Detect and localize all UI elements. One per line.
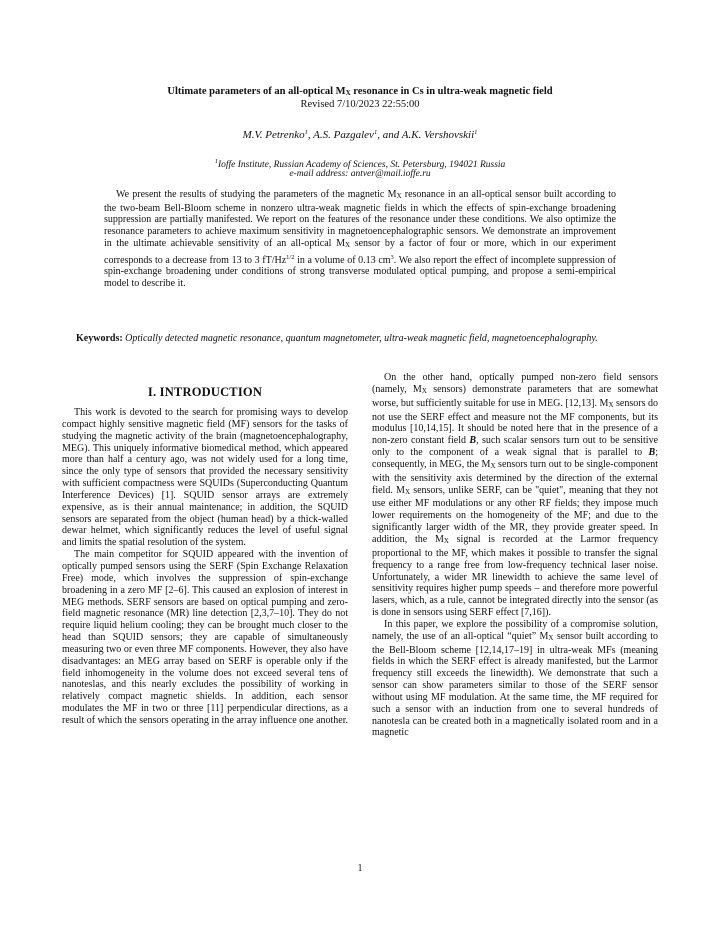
keywords-text: Optically detected magnetic resonance, quantum magnetometer, ultra-weak magnetic field, magnetoencephalography. [122, 333, 598, 344]
page-number: 1 [357, 863, 363, 874]
contact-email: e-mail address: antver@mail.ioffe.ru [289, 169, 431, 179]
intro-paragraph-4: In this paper, we explore the possibility of a compromise solution, namely, the use of an all-optical “quiet” MX sensor built according to the Bell-Bloom scheme [12,14,17–19] in ultra-weak MFs (meaning fields in which the SERF effect is already manifested, but the Larmor frequency still exceeds the linewidth). We demonstrate that such a sensor can show parameters similar to those of the SERF sensor without using MF modulation. At the same time, the MF required for such a sensor with an induction from one to several hundreds of nanotesla can be created both in a magnetically isolated room and in a magnetic [372, 618, 658, 739]
author-list: M.V. Petrenko$^1$, A.S. Pazgalev$^1$, and A.K. Vershovskii$^1$ [242, 129, 478, 141]
intro-paragraph-2: The main competitor for SQUID appeared with the invention of optically pumped sensors using the SERF (Spin Exchange Relaxation Free) mode, which involves the suppression of spin-exchange broadening in a zero MF [2–6]. This caused an explosion of interest in MEG methods. SERF sensors are based on optical pumping and zero-field magnetic resonance (MR) line detection [2,3,7–10]. They do not require liquid helium cooling; they can be brought much closer to the head than SQUID sensors; they are capable of simultaneously measuring two or even three MF components. However, they also have disadvantages: an MEG array based on SERF is operable only if the field inhomogeneity in the volume does not exceed several tens of nanoteslas, and this nearly excludes the possibility of working in relatively compact magnetic shields. In addition, each sensor modulates the MF in two or three [11] perpendicular directions, as a result of which the sensors operating in the array influence one another. [62, 549, 349, 726]
affiliation: $^1$Ioffe Institute, Russian Academy of Sciences, St. Petersburg, 194021 Russia [214, 158, 506, 170]
paper-title: Ultimate parameters of an all-optical MX resonance in Cs in ultra-weak magnetic field [167, 86, 553, 97]
keywords [62, 333, 658, 345]
abstract: We present the results of studying the parameters of the magnetic MX resonance in an all-optical sensor built according to the two-beam Bell-Bloom scheme in nonzero ultra-weak magnetic fields in which the effects of spin-exchange broadening suppression are partially manifested. We report on the features of the resonance under these conditions. We also optimize the resonance parameters to achieve maximum sensitivity in magnetoencephalographic sensors. We demonstrate an improvement in the ultimate achievable sensitivity of an all-optical MX sensor by a factor of four or more, which in our experiment corresponds to a decrease from 13 to 3 $fT/Hz^{1/2}$ in a volume of 0.13 $cm^3$. We also report the effect of incomplete suppression of spin-exchange broadening under conditions of strong transverse modulated optical pumping, and propose a semi-empirical model to describe it. [104, 189, 617, 289]
left-column [62, 372, 348, 727]
intro-paragraph-3: On the other hand, optically pumped non-zero field sensors (namely, MX sensors) demonstrate parameters that are somewhat worse, but sufficiently suitable for use in MEG. [12,13]. MX sensors do not use the SERF effect and measure not the MF components, but its modulus [10,14,15]. It should be noted here that in the presence of a non-zero constant field B, such scalar sensors turn out to be sensitive only to the component of a weak signal that is parallel to B; consequently, in MEG, the MX sensors turn out to be single-component with the sensitivity axis determined by the direction of the external field. MX sensors, unlike SERF, can be "quiet", meaning that they not use either MF modulations or any other RF fields; they impose much lower requirements on the homogeneity of the MF; and due to the significantly larger width of the MR, they provide greater speed. In addition, the MX signal is recorded at the Larmor frequency proportional to the MF, which makes it possible to transfer the signal frequency to a range free from low-frequency technical laser noise. Unfortunately, a wider MR linewidth to achieve the same level of sensitivity requires higher pump speeds – and therefore more powerful lasers, which, as a rule, cannot be integrated directly into the sensor (as is done in sensors using SERF effect [7,16]). [372, 372, 659, 619]
section-heading-introduction: I. INTRODUCTION [147, 385, 263, 399]
right-column [372, 372, 658, 739]
keywords-label: Keywords: [76, 333, 123, 344]
revision-date: Revised 7/10/2023 22:55:00 [300, 99, 420, 110]
intro-paragraph-1: This work is devoted to the search for promising ways to develop compact highly sensitive magnetic field (MF) sensors for the tasks of studying the magnetic activity of the brain (magnetoencephalography, MEG). This uniquely informative biomedical method, which appeared more than half a century ago, was not widely used for a long time, since the only type of sensors that provided the necessary sensitivity with sufficient compactness were SQUIDs (Superconducting Quantum Interference Devices) [1]. SQUID sensor arrays are extremely expensive, as is their annual maintenance; in addition, the SQUID sensors are separated from the object (human head) by a thick-walled dewar helmet, which significantly reduces the level of useful signal and limits the spatial resolution of the system. [62, 407, 348, 549]
